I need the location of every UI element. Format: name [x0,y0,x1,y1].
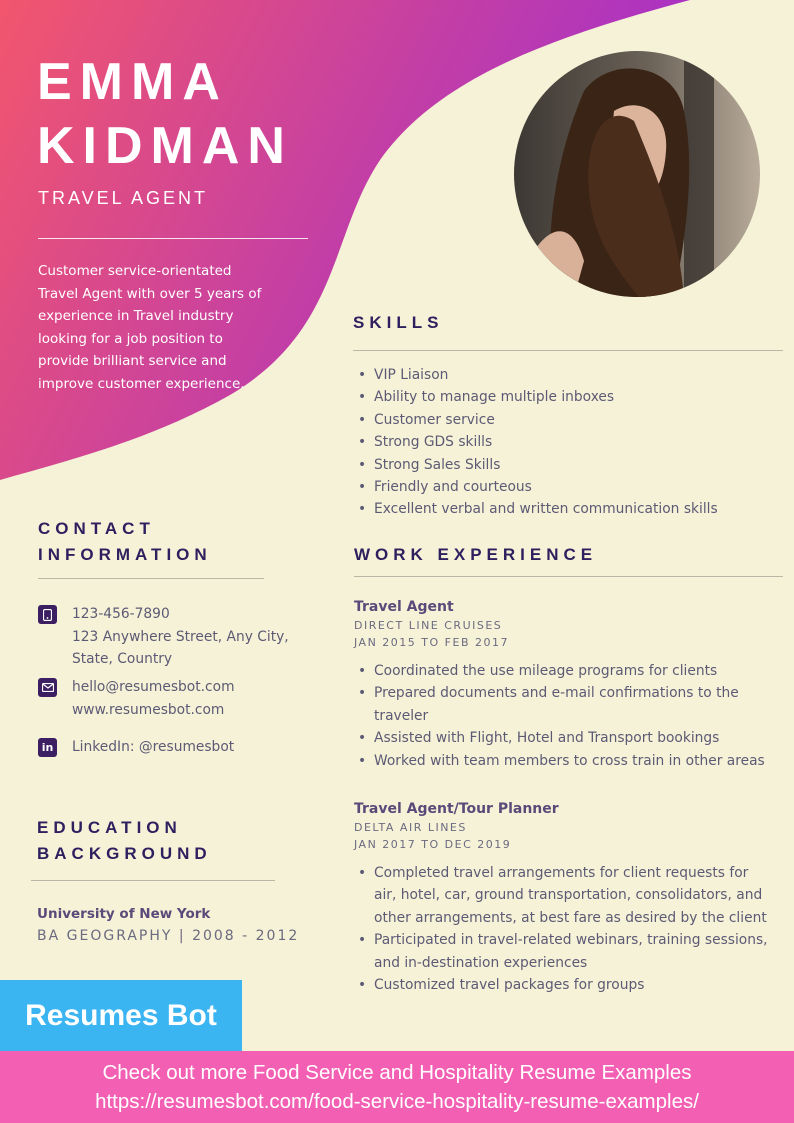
linkedin-link[interactable]: LinkedIn: @resumesbot [72,739,235,755]
footer-banner [0,1051,794,1123]
website-link[interactable]: www.resumesbot.com [72,701,225,718]
contact-divider [38,578,264,579]
address-line2: State, Country [72,651,173,667]
resumes-bot-logo[interactable]: Resumes Bot [0,980,242,1051]
experience-heading: WORK EXPERIENCE [354,545,598,564]
education-divider [31,880,275,881]
list-item: • Ability to manage multiple inboxes [354,386,774,408]
skills-heading: SKILLS [353,313,444,332]
education-degree: BA GEOGRAPHY | 2008 - 2012 [37,928,300,944]
list-item: • VIP Liaison [354,364,774,386]
profile-photo [514,51,760,297]
list-item: • Participated in travel-related webinars, training sessions, and in-destination experiences [354,929,774,974]
experience-divider [354,576,783,577]
candidate-name [37,50,293,178]
skills-divider [353,350,783,351]
phone-icon [38,605,57,624]
education-school: University of New York [37,906,211,922]
job-entry-1 [354,597,774,651]
list-item: • Strong Sales Skills [354,454,774,476]
contact-email-web [38,676,235,721]
list-item: • Coordinated the use mileage programs for clients [354,660,774,682]
list-item: • Excellent verbal and written communication skills [354,498,774,520]
contact-phone-address [38,603,289,671]
footer-promo-text: Check out more Food Service and Hospitality Resume Examples [102,1061,692,1084]
job-2-bullets [354,862,774,996]
last-name: KIDMAN [37,117,293,175]
job-dates-2: JAN 2017 TO DEC 2019 [354,838,512,851]
mail-icon [38,678,57,697]
job-title: TRAVEL AGENT [38,188,209,208]
profile-summary: Customer service-orientated Travel Agent with over 5 years of experience in Travel industry looking for a job position to provide brilliant service and improve customer experience. [38,263,262,392]
list-item: • Completed travel arrangements for client requests for air, hotel, car, ground transportation, consolidators, and other arrangements, at best fare as desired by the client [354,862,774,929]
skills-list [354,364,774,521]
list-item: • Customized travel packages for groups [354,974,774,996]
job-1-bullets [354,660,774,772]
contact-linkedin [38,736,234,759]
first-name: EMMA [37,53,228,111]
footer-url-link[interactable]: https://resumesbot.com/food-service-hospitality-resume-examples/ [95,1090,699,1113]
list-item: • Friendly and courteous [354,476,774,498]
contact-heading [38,516,212,568]
contact-heading-line2: INFORMATION [38,545,212,564]
list-item: • Worked with team members to cross train in other areas [354,750,774,772]
education-heading [37,815,212,867]
job-company-1: DIRECT LINE CRUISES [354,619,503,632]
job-title-1: Travel Agent [354,599,454,615]
list-item: • Customer service [354,409,774,431]
education-heading-line1: EDUCATION [37,818,182,837]
job-entry-2 [354,799,774,853]
list-item: • Prepared documents and e-mail confirmations to the traveler [354,682,774,727]
job-dates-1: JAN 2015 TO FEB 2017 [354,636,509,649]
job-title-2: Travel Agent/Tour Planner [354,801,559,817]
address-line1: 123 Anywhere Street, Any City, [72,628,289,645]
header-divider [38,238,308,239]
education-heading-line2: BACKGROUND [37,844,212,863]
list-item: • Assisted with Flight, Hotel and Transport bookings [354,727,774,749]
contact-heading-line1: CONTACT [38,519,155,538]
linkedin-icon: in [38,738,57,757]
job-company-2: DELTA AIR LINES [354,821,467,834]
email-link[interactable]: hello@resumesbot.com [72,679,235,695]
list-item: • Strong GDS skills [354,431,774,453]
phone-number: 123-456-7890 [72,606,170,622]
